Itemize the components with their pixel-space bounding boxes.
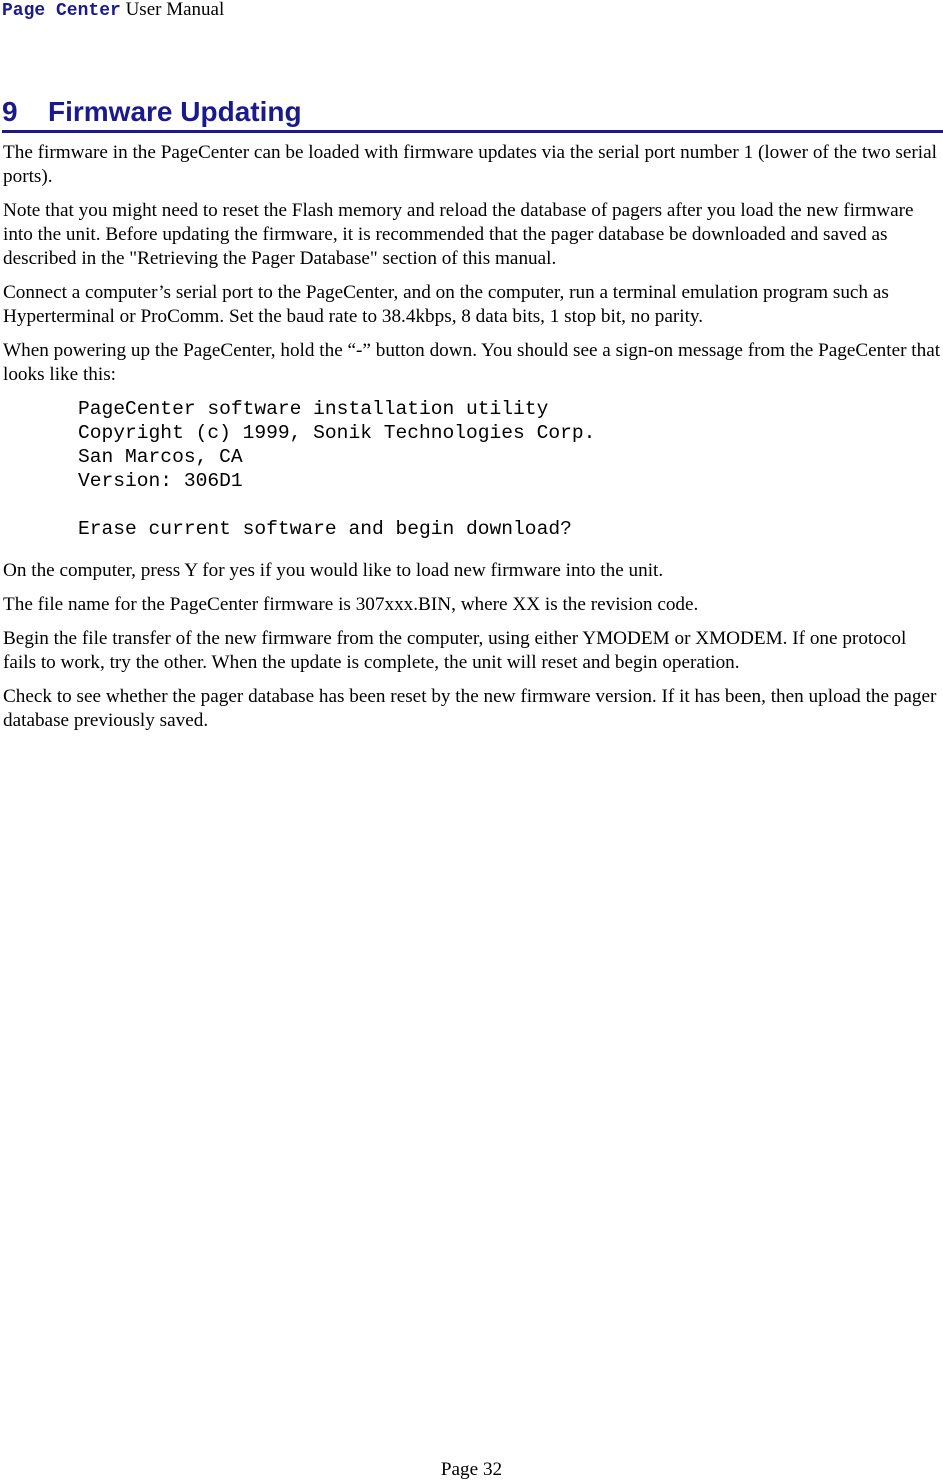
paragraph-reset-note: Note that you might need to reset the Flash memory and reload the database of pagers after you load the new firmware into the unit. Before updating the firmware, it is recommended that the pager database be downloaded and saved as described in the "Retrieving the Pager Database" section of this manual. <box>3 200 914 269</box>
code-blank-line <box>78 493 941 517</box>
page-header <box>2 0 224 21</box>
paragraph-check-database: Check to see whether the pager database has been reset by the new firmware version. If it has been, then upload the pager database previously saved. <box>3 686 937 731</box>
code-line: PageCenter software installation utility <box>78 398 549 420</box>
sign-on-message <box>3 397 941 541</box>
header-brand: Page Center <box>2 1 121 21</box>
paragraph-intro: The firmware in the PageCenter can be loaded with firmware updates via the serial port number 1 (lower of the two serial ports). <box>3 142 937 187</box>
code-line: Copyright (c) 1999, Sonik Technologies Corp. <box>78 422 596 444</box>
paragraph-power-up: When powering up the PageCenter, hold the “-” button down. You should see a sign-on message from the PageCenter that looks like this: <box>3 340 941 385</box>
header-subtitle: User Manual <box>120 0 225 20</box>
paragraph-connect: Connect a computer’s serial port to the PageCenter, and on the computer, run a terminal emulation program such as Hyperterminal or ProComm. Set the baud rate to 38.4kbps, 8 data bits, 1 stop bit, no parity. <box>3 282 889 327</box>
paragraph-transfer: Begin the file transfer of the new firmware from the computer, using either YMODEM or XMODEM. If one protocol fails to work, try the other. When the update is complete, the unit will reset and begin operation. <box>3 628 907 673</box>
paragraph-file-name: The file name for the PageCenter firmware is 307xxx.BIN, where XX is the revision code. <box>3 594 699 615</box>
section-number: 9 <box>2 96 18 127</box>
page-footer <box>0 1458 943 1482</box>
page-number: Page 32 <box>440 1459 503 1480</box>
code-line: San Marcos, CA <box>78 446 243 468</box>
section-title: Firmware Updating <box>48 96 302 127</box>
code-line: Version: 306D1 <box>78 470 243 492</box>
document-body <box>3 141 941 743</box>
paragraph-press-y: On the computer, press Y for yes if you would like to load new firmware into the unit. <box>3 560 664 581</box>
code-line: Erase current software and begin download? <box>78 518 572 540</box>
section-heading <box>2 94 943 133</box>
